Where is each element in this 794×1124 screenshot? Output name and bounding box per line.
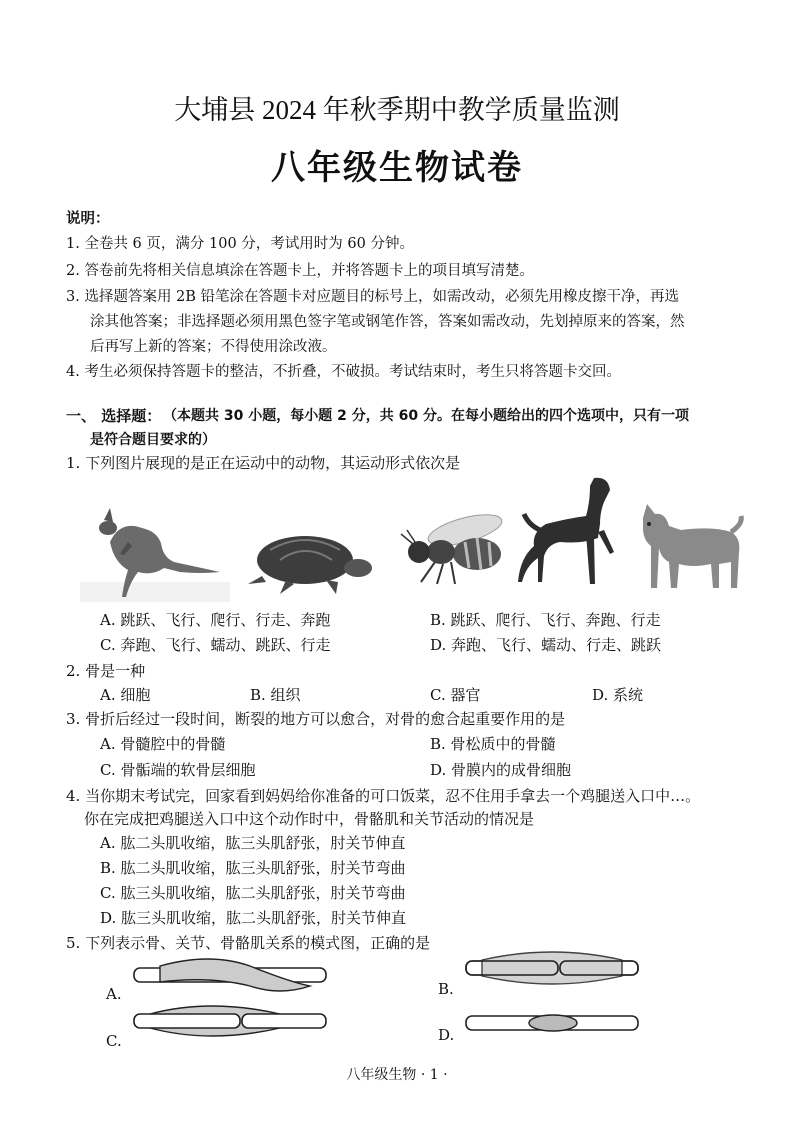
- instructions-heading: 说明：: [66, 211, 110, 227]
- option-c: C.: [106, 1032, 122, 1050]
- exam-title: 大埔县 2024 年秋季期中教学质量监测: [174, 95, 620, 125]
- option-a: A. 细胞: [100, 686, 151, 704]
- question-stem: 2. 骨是一种: [66, 662, 146, 680]
- option-a: A.: [106, 985, 122, 1003]
- option-c: C. 奔跑、飞行、蠕动、跳跃、行走: [100, 636, 331, 654]
- option-c: C. 骨骺端的软骨层细胞: [100, 761, 256, 779]
- option-b: B. 肱二头肌收缩，肱三头肌舒张，肘关节弯曲: [100, 859, 406, 877]
- section-description: 是符合题目要求的）: [90, 432, 216, 448]
- turtle-icon: [240, 520, 375, 600]
- option-b: B. 跳跃、爬行、飞行、奔跑、行走: [430, 611, 661, 629]
- instruction-item: 2. 答卷前先将相关信息填涂在答题卡上，并将答题卡上的项目填写清楚。: [66, 263, 534, 279]
- instruction-item: 后再写上新的答案；不得使用涂改液。: [90, 339, 337, 355]
- option-c: C. 肱三头肌收缩，肱二头肌舒张，肘关节弯曲: [100, 884, 406, 902]
- option-d: D. 骨膜内的成骨细胞: [430, 761, 572, 779]
- option-b: B. 组织: [250, 686, 301, 704]
- option-d: D. 肱三头肌收缩，肱二头肌舒张，肘关节伸直: [100, 909, 407, 927]
- option-b: B.: [438, 980, 454, 998]
- option-c: C. 器官: [430, 686, 481, 704]
- option-d: D. 奔跑、飞行、蠕动、行走、跳跃: [430, 636, 662, 654]
- section-label: 一、 选择题：: [66, 407, 162, 425]
- option-a: A. 肱二头肌收缩，肱三头肌舒张，肘关节伸直: [100, 834, 406, 852]
- question-stem: 3. 骨折后经过一段时间，断裂的地方可以愈合，对骨的愈合起重要作用的是: [66, 710, 566, 728]
- bone-muscle-diagram-d: [462, 1006, 642, 1040]
- horse-icon: [512, 472, 630, 594]
- bee-icon: [385, 510, 515, 590]
- option-a: A. 跳跃、飞行、爬行、行走、奔跑: [100, 611, 331, 629]
- option-d: D. 系统: [592, 686, 644, 704]
- option-d: D.: [438, 1026, 455, 1044]
- bone-muscle-diagram-b: [462, 950, 642, 986]
- bone-muscle-diagram-a: [130, 956, 330, 996]
- option-b: B. 骨松质中的骨髓: [430, 735, 556, 753]
- page-footer: 八年级生物 · 1 ·: [346, 1067, 448, 1083]
- question-stem: 4. 当你期末考试完，回家看到妈妈给你准备的可口饭菜，忍不住用手拿去一个鸡腿送入口中…。: [66, 787, 701, 805]
- exam-subtitle: 八年级生物试卷: [271, 148, 523, 188]
- option-a: A. 骨髓腔中的骨髓: [100, 735, 226, 753]
- instruction-item: 4. 考生必须保持答题卡的整洁，不折叠，不破损。考试结束时，考生只将答题卡交回。: [66, 364, 621, 380]
- dog-icon: [635, 502, 745, 594]
- kangaroo-icon: [80, 502, 230, 602]
- question-stem: 你在完成把鸡腿送入口中这个动作时中，骨骼肌和关节活动的情况是: [84, 810, 535, 828]
- question-stem: 5. 下列表示骨、关节、骨骼肌关系的模式图，正确的是: [66, 934, 431, 952]
- bone-muscle-diagram-c: [130, 1002, 330, 1040]
- instruction-item: 1. 全卷共 6 页，满分 100 分，考试用时为 60 分钟。: [66, 236, 414, 252]
- instruction-item: 涂其他答案；非选择题必须用黑色签字笔或钢笔作答，答案如需改动，先划掉原来的答案，然: [90, 314, 685, 330]
- instruction-item: 3. 选择题答案用 2B 铅笔涂在答题卡对应题目的标号上，如需改动，必须先用橡皮擦干净，再选: [66, 289, 680, 305]
- question-stem: 1. 下列图片展现的是正在运动中的动物，其运动形式依次是: [66, 454, 461, 472]
- section-description: （本题共 30 小题，每小题 2 分，共 60 分。在每小题给出的四个选项中，只有一项: [163, 408, 689, 424]
